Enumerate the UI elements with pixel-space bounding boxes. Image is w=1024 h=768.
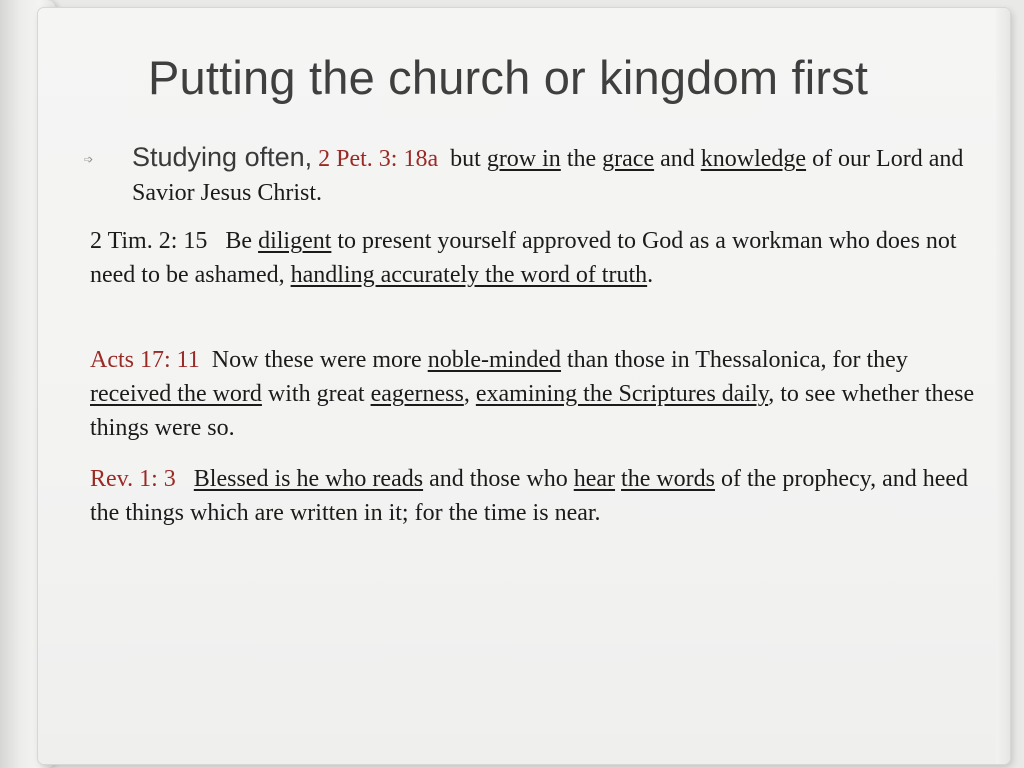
verse-text: Be — [225, 228, 253, 254]
bullet-lead: Studying often, — [132, 142, 313, 172]
verse-paragraph-rev — [90, 462, 990, 530]
arrow-bullet-icon: ➩ — [84, 153, 94, 166]
verse-text: and — [660, 146, 695, 172]
underlined-phrase: the words — [621, 466, 716, 492]
underlined-phrase: handling accurately the word of truth — [290, 262, 648, 288]
verse-text: the — [566, 146, 597, 172]
verse-text: of the prophecy, and heed the things which are written in it; for the time is near. — [90, 466, 969, 526]
verse-paragraph-acts — [90, 343, 990, 445]
scripture-reference: 2 Pet. 3: 18a — [318, 146, 439, 172]
verse-text: than those in Thessalonica, for they — [567, 347, 908, 373]
underlined-phrase: noble-minded — [427, 347, 562, 373]
verse-text: . — [647, 262, 654, 288]
underlined-phrase: examining the Scriptures daily — [475, 381, 769, 407]
underlined-phrase: grace — [602, 146, 655, 172]
underlined-phrase: diligent — [258, 228, 332, 254]
bullet-text — [132, 140, 972, 210]
underlined-phrase: knowledge — [700, 146, 807, 172]
underlined-phrase: Blessed is he who reads — [193, 466, 424, 492]
underlined-phrase: hear — [573, 466, 616, 492]
page-edge — [996, 8, 1010, 764]
scripture-reference: 2 Tim. 2: 15 — [90, 228, 208, 254]
scripture-reference: Acts 17: 11 — [90, 347, 200, 373]
verse-text: , — [463, 381, 470, 407]
underlined-phrase: grow in — [486, 146, 561, 172]
verse-text: , to see whether these things were so. — [90, 381, 975, 441]
verse-text: but — [450, 146, 481, 172]
underlined-phrase: received the word — [90, 381, 262, 407]
verse-text: of our Lord and Savior Jesus Christ. — [132, 146, 964, 206]
verse-paragraph-2-tim — [90, 224, 990, 292]
verse-text: Now these were more — [211, 347, 422, 373]
underlined-phrase: eagerness — [370, 381, 464, 407]
slide-title: Putting the church or kingdom first — [148, 51, 869, 104]
scripture-reference: Rev. 1: 3 — [90, 466, 176, 492]
verse-text: and those who — [429, 466, 568, 492]
verse-text: with great — [267, 381, 365, 407]
verse-text: to present yourself approved to God as a workman who does not need to be ashamed, — [90, 228, 957, 288]
